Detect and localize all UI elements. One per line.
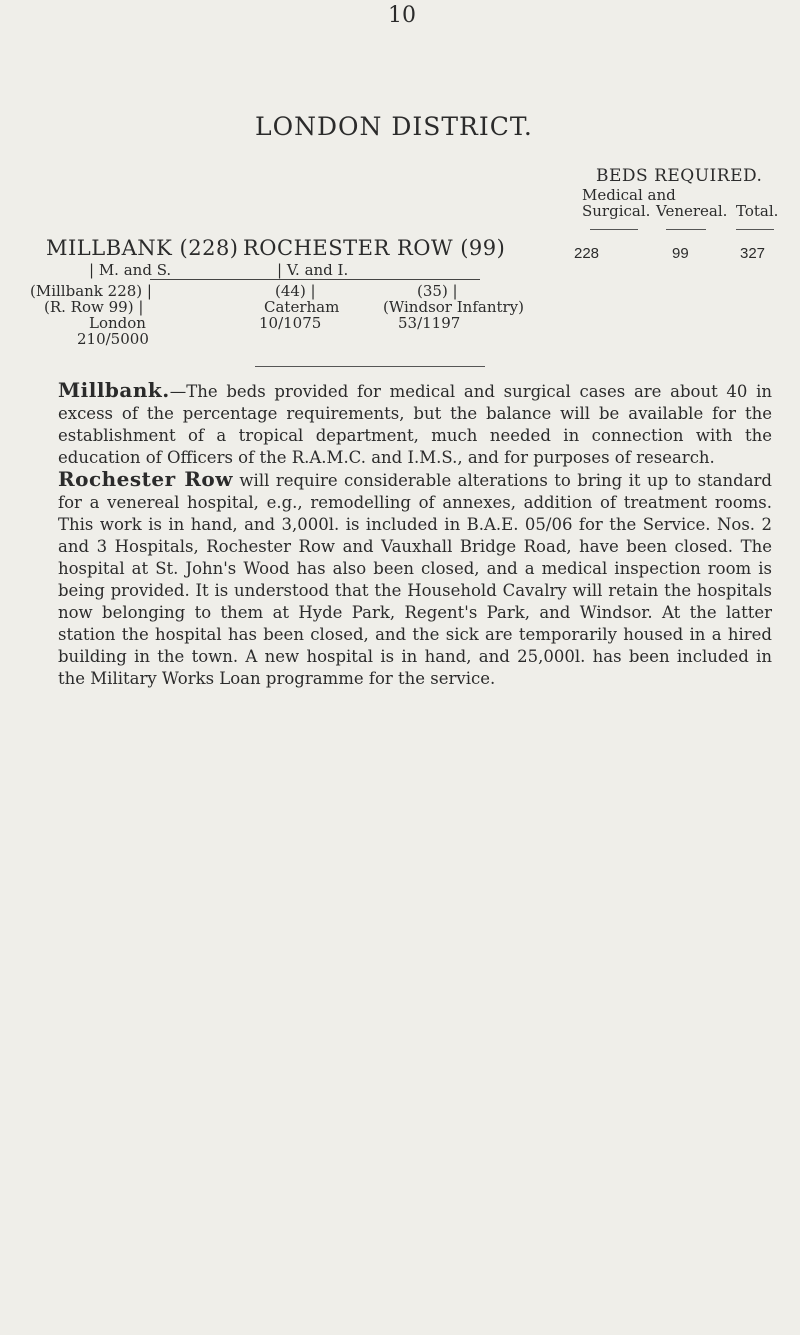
- tree-node: (Millbank 228) |: [30, 282, 152, 300]
- rochester-row-paragraph: [58, 468, 772, 690]
- column-rule: [590, 229, 638, 230]
- tree-node: (35) |: [417, 282, 458, 300]
- paragraph-lead: Millbank.: [58, 378, 170, 402]
- paragraph-lead: Rochester Row: [58, 467, 233, 491]
- tree-node: (R. Row 99) |: [44, 298, 144, 316]
- tree-node: 10/1075: [259, 314, 322, 332]
- paragraph-text: —The beds provided for medical and surgical cases are about 40 in excess of the percentage requirements, but the balance will be available for the establishment of a tropical department, much needed in connection with the education of Officers of the R.A.M.C. and I.M.S., and for purposes of research.: [58, 382, 772, 467]
- tree-connector: [150, 279, 480, 280]
- paragraph-text: will require considerable alterations to bring it up to standard for a venereal hospital, e.g., remodelling of annexes, addition of treatment rooms. This work is in hand, and 3,000l. is included in B.A.E. 05/06 for the Service. Nos. 2 and 3 Hospitals, Rochester Row and Vauxhall Bridge Road, have been closed. The hospital at St. John's Wood has also been closed, and a medical inspection room is being provided. It is understood that the Household Cavalry will retain the hospitals now belonging to them at Hyde Park, Regent's Park, and Windsor. At the latter station the hospital has been closed, and the sick are temporarily housed in a hired building in the town. A new hospital is in hand, and 25,000l. has been included in the Military Works Loan programme for the service.: [58, 471, 772, 688]
- tree-node: Caterham: [264, 298, 340, 316]
- column-rule: [736, 229, 774, 230]
- beds-required-heading: BEDS REQUIRED.: [596, 166, 763, 186]
- tree-node: (Windsor Infantry): [383, 298, 524, 316]
- column-header-venereal: Venereal.: [656, 202, 728, 220]
- column-header-surgical: Surgical.: [582, 202, 651, 220]
- millbank-subtitle: | M. and S.: [89, 261, 172, 279]
- tree-node: 53/1197: [398, 314, 461, 332]
- tree-node: (44) |: [275, 282, 316, 300]
- column-header-medical: Medical and: [582, 186, 676, 204]
- beds-total-value: 327: [740, 245, 766, 262]
- column-header-total: Total.: [736, 202, 779, 220]
- rochester-row-heading: ROCHESTER ROW (99): [243, 236, 506, 260]
- millbank-heading: MILLBANK (228): [46, 236, 239, 260]
- page-title: LONDON DISTRICT.: [255, 112, 533, 141]
- beds-venereal-value: 99: [672, 245, 689, 262]
- millbank-paragraph: [58, 379, 772, 469]
- tree-node: 210/5000: [77, 330, 149, 348]
- rochester-subtitle: | V. and I.: [277, 261, 349, 279]
- beds-surgical-value: 228: [574, 245, 600, 262]
- column-rule: [666, 229, 706, 230]
- page-number: 10: [388, 3, 416, 28]
- tree-node: London: [89, 314, 146, 332]
- divider: [255, 366, 485, 367]
